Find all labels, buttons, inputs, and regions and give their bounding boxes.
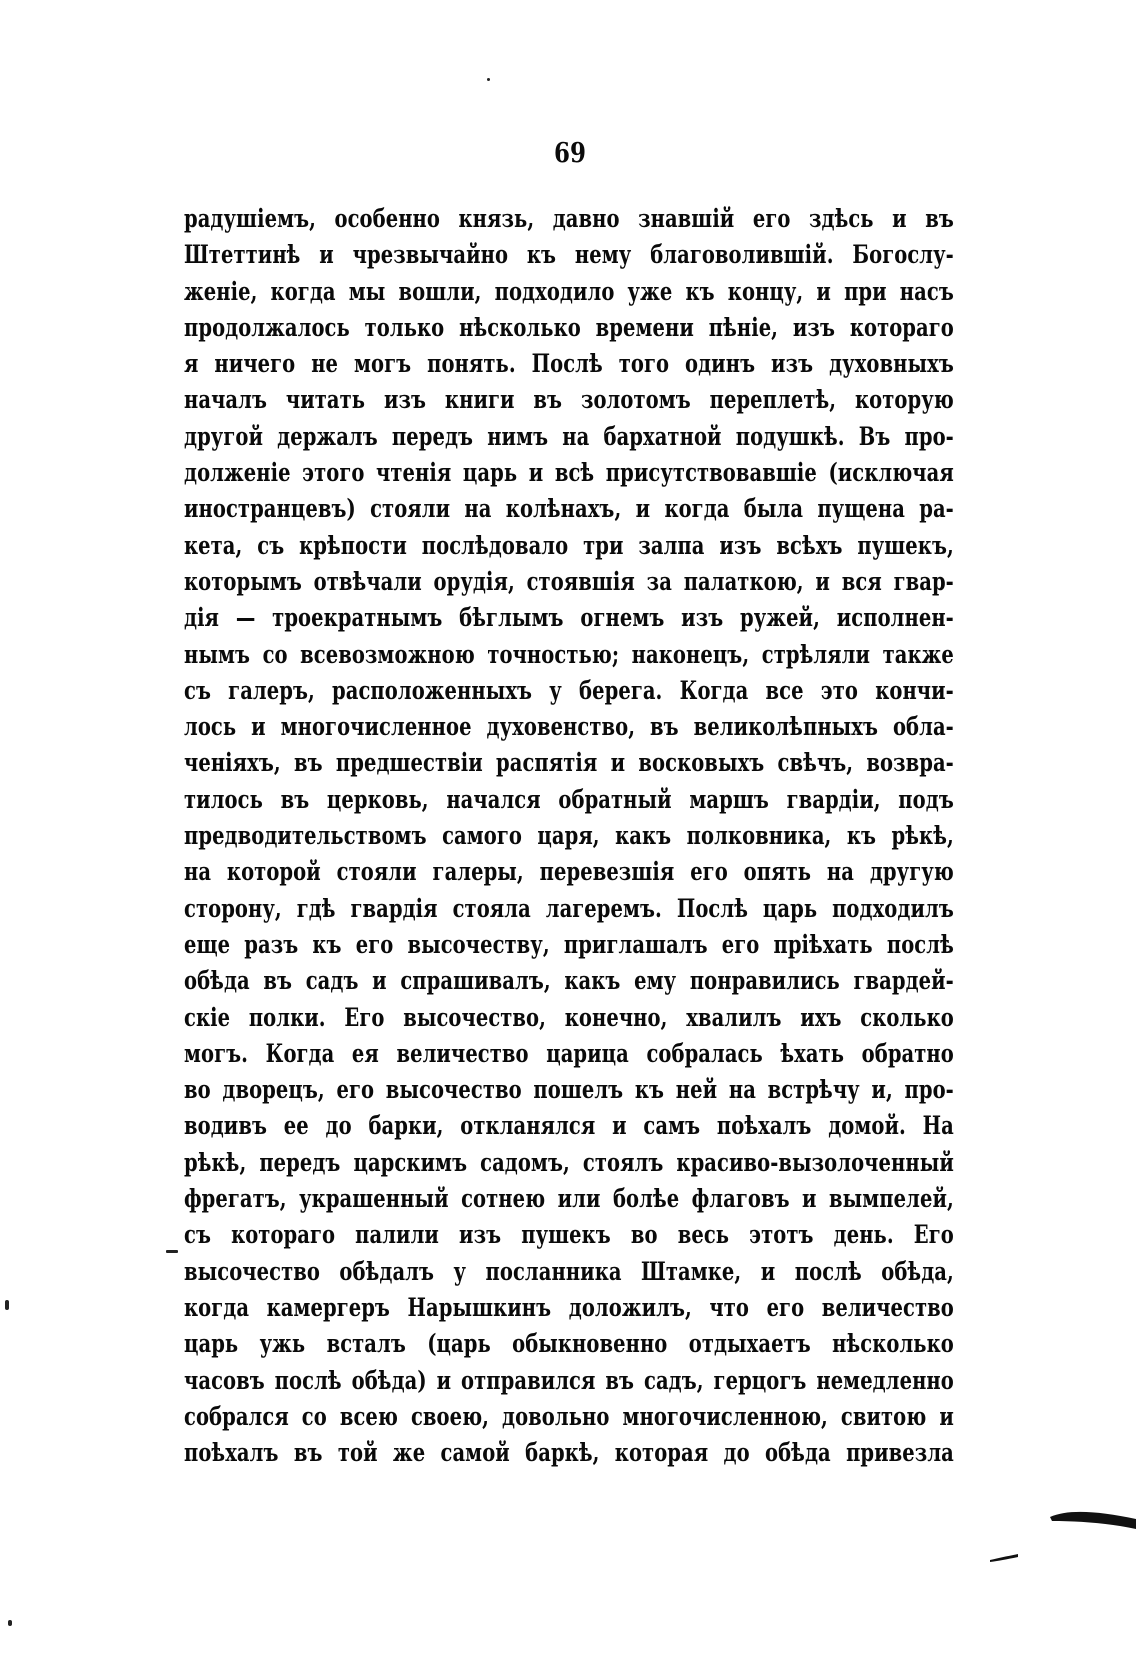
text-line: во дворецъ, его высочество пошелъ къ ней на встрѣчу и, про-: [184, 1075, 954, 1105]
scan-speck: [8, 1620, 12, 1626]
text-line: водивъ ее до барки, откланялся и самъ поѣхалъ домой. На: [184, 1111, 954, 1141]
text-line: дія — троекратнымъ бѣглымъ огнемъ изъ ружей, исполнен-: [184, 603, 954, 633]
text-line: рѣкѣ, передъ царскимъ садомъ, стоялъ красиво-вызолоченный: [184, 1147, 954, 1177]
text-line: когда камергеръ Нарышкинъ доложилъ, что его величество: [184, 1292, 954, 1322]
text-line: скіе полки. Его высочество, конечно, хвалилъ ихъ сколько: [184, 1002, 954, 1032]
text-line: кета, съ крѣпости послѣдовало три залпа изъ всѣхъ пушекъ,: [184, 530, 954, 560]
text-line: Штеттинѣ и чрезвычайно къ нему благоволившій. Богослу-: [184, 240, 954, 270]
text-line: иностранцевъ) стояли на колѣнахъ, и когда была пущена ра-: [184, 494, 954, 524]
text-line: началъ читать изъ книги въ золотомъ переплетѣ, которую: [184, 385, 954, 415]
text-line: радушіемъ, особенно князь, давно знавшій его здѣсь и въ: [184, 204, 954, 233]
text-line: которымъ отвѣчали орудія, стоявшія за палаткою, и вся гвар-: [184, 566, 954, 596]
scan-speck: [487, 78, 490, 81]
scan-speck: [5, 1300, 9, 1310]
scan-smudge: [990, 1552, 1020, 1564]
text-line: царь ужь всталъ (царь обыкновенно отдыхаетъ нѣсколько: [184, 1329, 954, 1359]
text-line: еще разъ къ его высочеству, приглашалъ его пріѣхать послѣ: [184, 929, 954, 959]
text-line: женіе, когда мы вошли, подходило уже къ концу, и при насъ: [184, 276, 954, 306]
text-line: могъ. Когда ея величество царица собралась ѣхать обратно: [184, 1038, 954, 1068]
text-line: лось и многочисленное духовенство, въ великолѣпныхъ обла-: [184, 712, 954, 742]
page-number: 69: [554, 138, 586, 169]
scan-speck: [166, 1250, 178, 1253]
text-line: я ничего не могъ понять. Послѣ того одинъ изъ духовныхъ: [184, 349, 954, 379]
text-line: часовъ послѣ обѣда) и отправился въ садъ, герцогъ немедленно: [184, 1365, 954, 1395]
text-line: тилось въ церковь, начался обратный маршъ гвардіи, подъ: [184, 784, 954, 814]
text-line: ченіяхъ, въ предшествіи распятія и восковыхъ свѣчъ, возвра-: [184, 748, 954, 778]
body-text: [184, 201, 954, 1471]
text-line: высочество обѣдалъ у посланника Штамке, и послѣ обѣда,: [184, 1256, 954, 1286]
text-line: сторону, гдѣ гвардія стояла лагеремъ. Послѣ царь подходилъ: [184, 893, 954, 923]
text-line: съ галеръ, расположенныхъ у берега. Когда все это кончи-: [184, 675, 954, 705]
scan-smudge: [1048, 1505, 1138, 1535]
text-line: долженіе этого чтенія царь и всѣ присутствовавшіе (исключая: [184, 458, 954, 488]
text-line: обѣда въ садъ и спрашивалъ, какъ ему понравились гвардей-: [184, 966, 954, 996]
text-line: другой держалъ передъ нимъ на бархатной подушкѣ. Въ про-: [184, 421, 954, 451]
text-line: продолжалось только нѣсколько времени пѣніе, изъ котораго: [184, 312, 954, 342]
text-line: поѣхалъ въ той же самой баркѣ, которая до обѣда привезла: [184, 1438, 954, 1468]
text-line: фрегатъ, украшенный сотнею или болѣе флаговъ и вымпелей,: [184, 1184, 954, 1214]
text-line: съ котораго палили изъ пушекъ во весь этотъ день. Его: [184, 1220, 954, 1250]
text-line: нымъ со всевозможною точностью; наконецъ, стрѣляли также: [184, 639, 954, 669]
text-line: собрался со всею своею, довольно многочисленною, свитою и: [184, 1401, 954, 1431]
text-line: предводительствомъ самого царя, какъ полковника, къ рѣкѣ,: [184, 821, 954, 851]
text-line: на которой стояли галеры, перевезшія его опять на другую: [184, 857, 954, 887]
